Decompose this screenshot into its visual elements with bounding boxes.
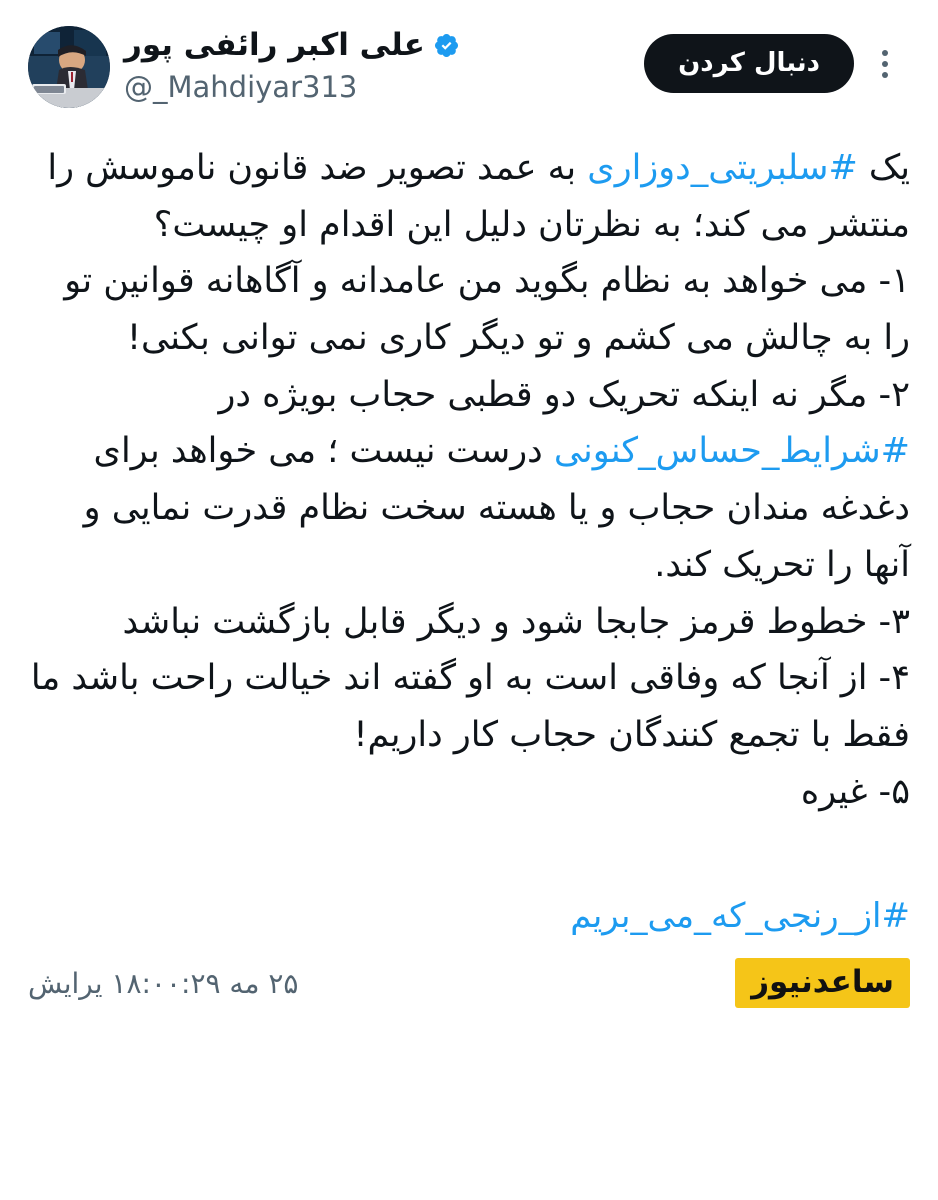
- tweet-item-2: [28, 367, 910, 594]
- tweet-paragraph-1: [28, 140, 910, 253]
- item2-rest: درست نیست ؛ می خواهد برای دغدغه مندان حجاب و یا هسته سخت نظام قدرت نمایی و آنها را تحریک کند.: [83, 431, 910, 585]
- tweet-text: [28, 140, 910, 820]
- tweet-item-4: ۴- از آنجا که وفاقی است به او گفته اند خیالت راحت باشد ما فقط با تجمع کنندگان حجاب کار داریم!: [30, 658, 910, 755]
- hashtag-selebriti-dozari[interactable]: #سلبریتی_دوزاری: [587, 148, 858, 188]
- tweet-item-1: ۱- می خواهد به نظام بگوید من عامدانه و آگاهانه قوانین تو را به چالش می کشم و تو دیگر کاری نمی توانی بکنی!: [64, 261, 910, 359]
- paragraph1-rest: به عمد تصویر ضد قانون ناموسش را منتشر می کند؛ به نظرتان دلیل این اقدام او چیست؟: [47, 148, 910, 245]
- paragraph1-lead: یک: [857, 148, 910, 188]
- follow-button[interactable]: دنبال کردن: [644, 34, 854, 93]
- hashtag-sharayet-hassas-konooni[interactable]: #شرایط_حساس_کنونی: [553, 431, 910, 472]
- verified-badge-icon: [433, 32, 460, 59]
- more-options-icon[interactable]: [868, 40, 902, 88]
- identity-block: [124, 26, 460, 104]
- body-gap: [28, 820, 910, 856]
- item2-lead: ۲- مگر نه اینکه تحریک دو قطبی حجاب بویژه در: [218, 374, 910, 415]
- watermark-badge: ساعدنیوز: [735, 958, 910, 1008]
- tweet-header: [28, 26, 910, 122]
- tweet-item-3: ۳- خطوط قرمز جابجا شود و دیگر قابل بازگشت نباشد: [122, 601, 910, 642]
- tweet-item-5: ۵- غیره: [800, 771, 910, 812]
- avatar[interactable]: [28, 26, 110, 108]
- timestamp: ۲۵ مه ۱۸:۰۰:۲۹ یرایش: [28, 966, 299, 1000]
- display-name[interactable]: علی اکبر رائفی پور: [124, 27, 425, 63]
- handle[interactable]: @_Mahdiyar313: [124, 69, 358, 104]
- name-row: [124, 28, 460, 64]
- tweet-footer: [28, 958, 910, 1008]
- closing-hashtag[interactable]: #از_رنجی_که_می_بریم: [570, 896, 910, 937]
